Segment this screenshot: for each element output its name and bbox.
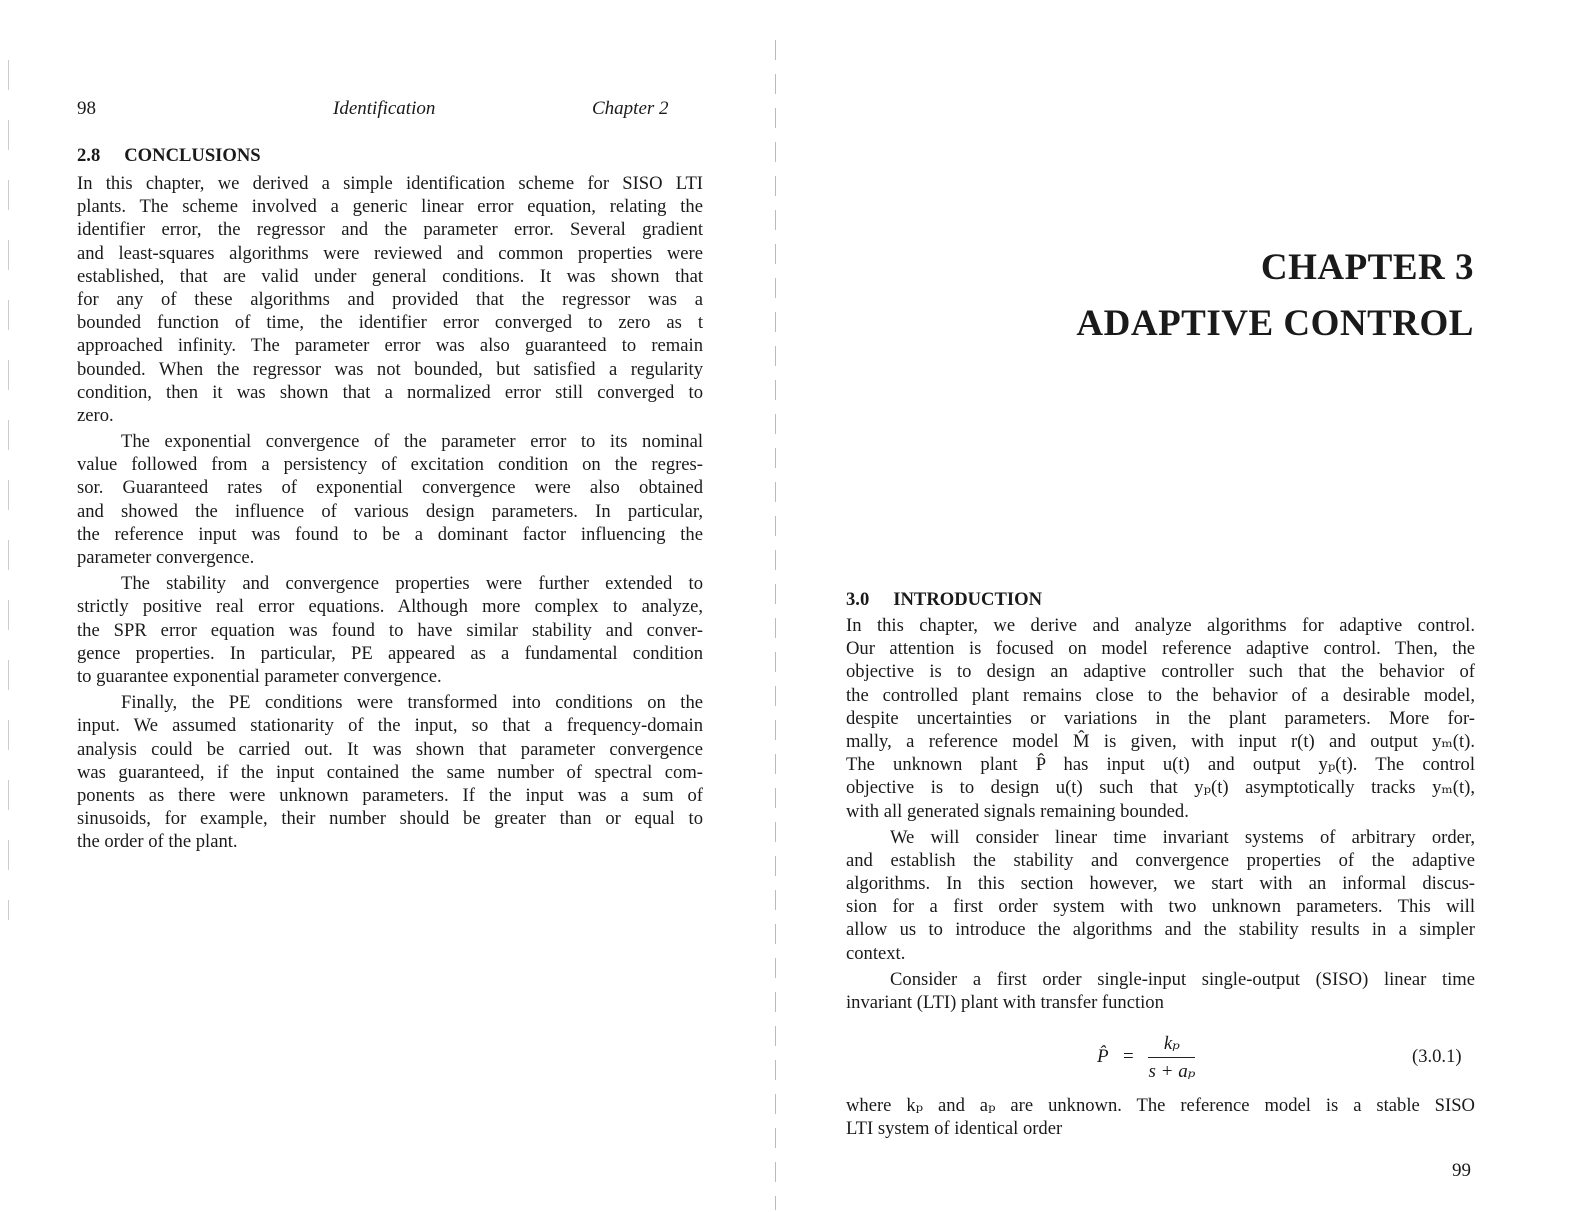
equation-lhs: P̂ (1097, 1045, 1109, 1067)
text-line: analysis could be carried out. It was shown that parameter convergence (77, 738, 703, 760)
section-title: CONCLUSIONS (124, 145, 261, 166)
paragraph (77, 691, 703, 853)
paragraph (846, 968, 1475, 1014)
left-body-text (77, 172, 703, 856)
text-line: Consider a first order single-input single-output (SISO) linear time (890, 968, 1475, 990)
text-line: established, that are valid under general conditions. It was shown that (77, 265, 703, 287)
text-line: objective is to design u(t) such that yₚ(t) asymptotically tracks yₘ(t), (846, 777, 1475, 799)
text-line: bounded. When the regressor was not bounded, but satisfied a regularity (77, 358, 703, 380)
text-line: In this chapter, we derived a simple identification scheme for SISO LTI (77, 173, 703, 194)
text-line: was guaranteed, if the input contained the same number of spectral com- (77, 761, 703, 783)
text-line: In this chapter, we derive and analyze algorithms for adaptive control. (846, 615, 1475, 636)
paragraph (846, 614, 1475, 823)
scan-edge (8, 60, 9, 920)
text-line: We will consider linear time invariant systems of arbitrary order, (890, 826, 1475, 848)
text-line: objective is to design an adaptive controller such that the behavior of (846, 661, 1475, 683)
right-body-text (846, 614, 1475, 1017)
section-number: 3.0 (846, 589, 870, 610)
chapter-label: Chapter 2 (592, 98, 669, 119)
text-line: the SPR error equation was found to have similar stability and conver- (77, 619, 703, 641)
section-number: 2.8 (77, 145, 101, 166)
text-line: The stability and convergence properties were further extended to (121, 573, 703, 595)
page-number-left: 98 (77, 98, 96, 119)
text-line: plants. The scheme involved a generic linear error equation, relating the (77, 196, 703, 218)
chapter-title: ADAPTIVE CONTROL (1076, 303, 1474, 344)
equation-equals: = (1123, 1045, 1134, 1067)
paragraph (77, 172, 703, 427)
text-line: Our attention is focused on model reference adaptive control. Then, the (846, 638, 1475, 660)
text-line: and least-squares algorithms were reviewed and common properties were (77, 242, 703, 264)
text-line: sion for a first order system with two unknown parameters. This will (846, 896, 1475, 918)
text-line: identifier error, the regressor and the parameter error. Several gradient (77, 219, 703, 241)
text-line: ponents as there were unknown parameters. If the input was a sum of (77, 784, 703, 806)
text-line: where kₚ and aₚ are unknown. The reference model is a stable SISO (846, 1095, 1475, 1116)
text-line: input. We assumed stationarity of the input, so that a frequency-domain (77, 715, 703, 737)
text-line: for any of these algorithms and provided that the regressor was a (77, 288, 703, 310)
text-line: allow us to introduce the algorithms and the stability results in a simpler (846, 919, 1475, 941)
text-line: bounded function of time, the identifier error converged to zero as t (77, 312, 703, 334)
equation-3-0-1 (1097, 1032, 1195, 1083)
text-line: sinusoids, for example, their number should be greater than or equal to (77, 808, 703, 830)
text-line: context. (846, 942, 906, 964)
running-title: Identification (333, 98, 436, 119)
text-line: with all generated signals remaining bounded. (846, 800, 1189, 822)
text-line: invariant (LTI) plant with transfer function (846, 992, 1164, 1013)
text-line: approached infinity. The parameter error was also guaranteed to remain (77, 335, 703, 357)
text-line: and showed the influence of various design parameters. In particular, (77, 500, 703, 522)
text-line: algorithms. In this section however, we start with an informal discus- (846, 873, 1475, 895)
text-line: and establish the stability and convergence properties of the adaptive (846, 849, 1475, 871)
text-line: The unknown plant P̂ has input u(t) and output yₚ(t). The control (846, 754, 1475, 776)
text-line: condition, then it was shown that a normalized error still converged to (77, 381, 703, 403)
page-number-right: 99 (1452, 1160, 1471, 1181)
text-line: The exponential convergence of the parameter error to its nominal (121, 431, 703, 453)
text-line: Finally, the PE conditions were transformed into conditions on the (121, 692, 703, 714)
text-line: to guarantee exponential parameter convergence. (77, 665, 442, 687)
text-line: the controlled plant remains close to the behavior of a desirable model, (846, 684, 1475, 706)
text-line: LTI system of identical order (846, 1118, 1063, 1140)
right-body-text-after-equation (846, 1094, 1475, 1140)
chapter-heading: CHAPTER 3 (1260, 247, 1474, 288)
text-line: mally, a reference model M̂ is given, with input r(t) and output yₘ(t). (846, 730, 1475, 752)
text-line: despite uncertainties or variations in the plant parameters. More for- (846, 707, 1475, 729)
equation-denominator: s + aₚ (1148, 1061, 1196, 1082)
paragraph (846, 826, 1475, 965)
book-gutter (775, 40, 776, 1210)
paragraph (77, 430, 703, 569)
text-line: zero. (77, 404, 114, 426)
section-heading-3-0 (846, 589, 1042, 611)
section-heading-2-8 (77, 145, 261, 167)
text-line: value followed from a persistency of excitation condition on the regres- (77, 454, 703, 476)
equation-label: (3.0.1) (1412, 1046, 1462, 1067)
equation-numerator: kₚ (1148, 1032, 1195, 1058)
text-line: gence properties. In particular, PE appeared as a fundamental condition (77, 642, 703, 664)
equation-fraction (1148, 1032, 1195, 1083)
paragraph (77, 572, 703, 688)
text-line: parameter convergence. (77, 547, 255, 568)
text-line: strictly positive real error equations. Although more complex to analyze, (77, 596, 703, 618)
text-line: the order of the plant. (77, 831, 238, 853)
section-title: INTRODUCTION (893, 589, 1043, 610)
text-line: sor. Guaranteed rates of exponential convergence were also obtained (77, 477, 703, 499)
text-line: the reference input was found to be a dominant factor influencing the (77, 523, 703, 545)
